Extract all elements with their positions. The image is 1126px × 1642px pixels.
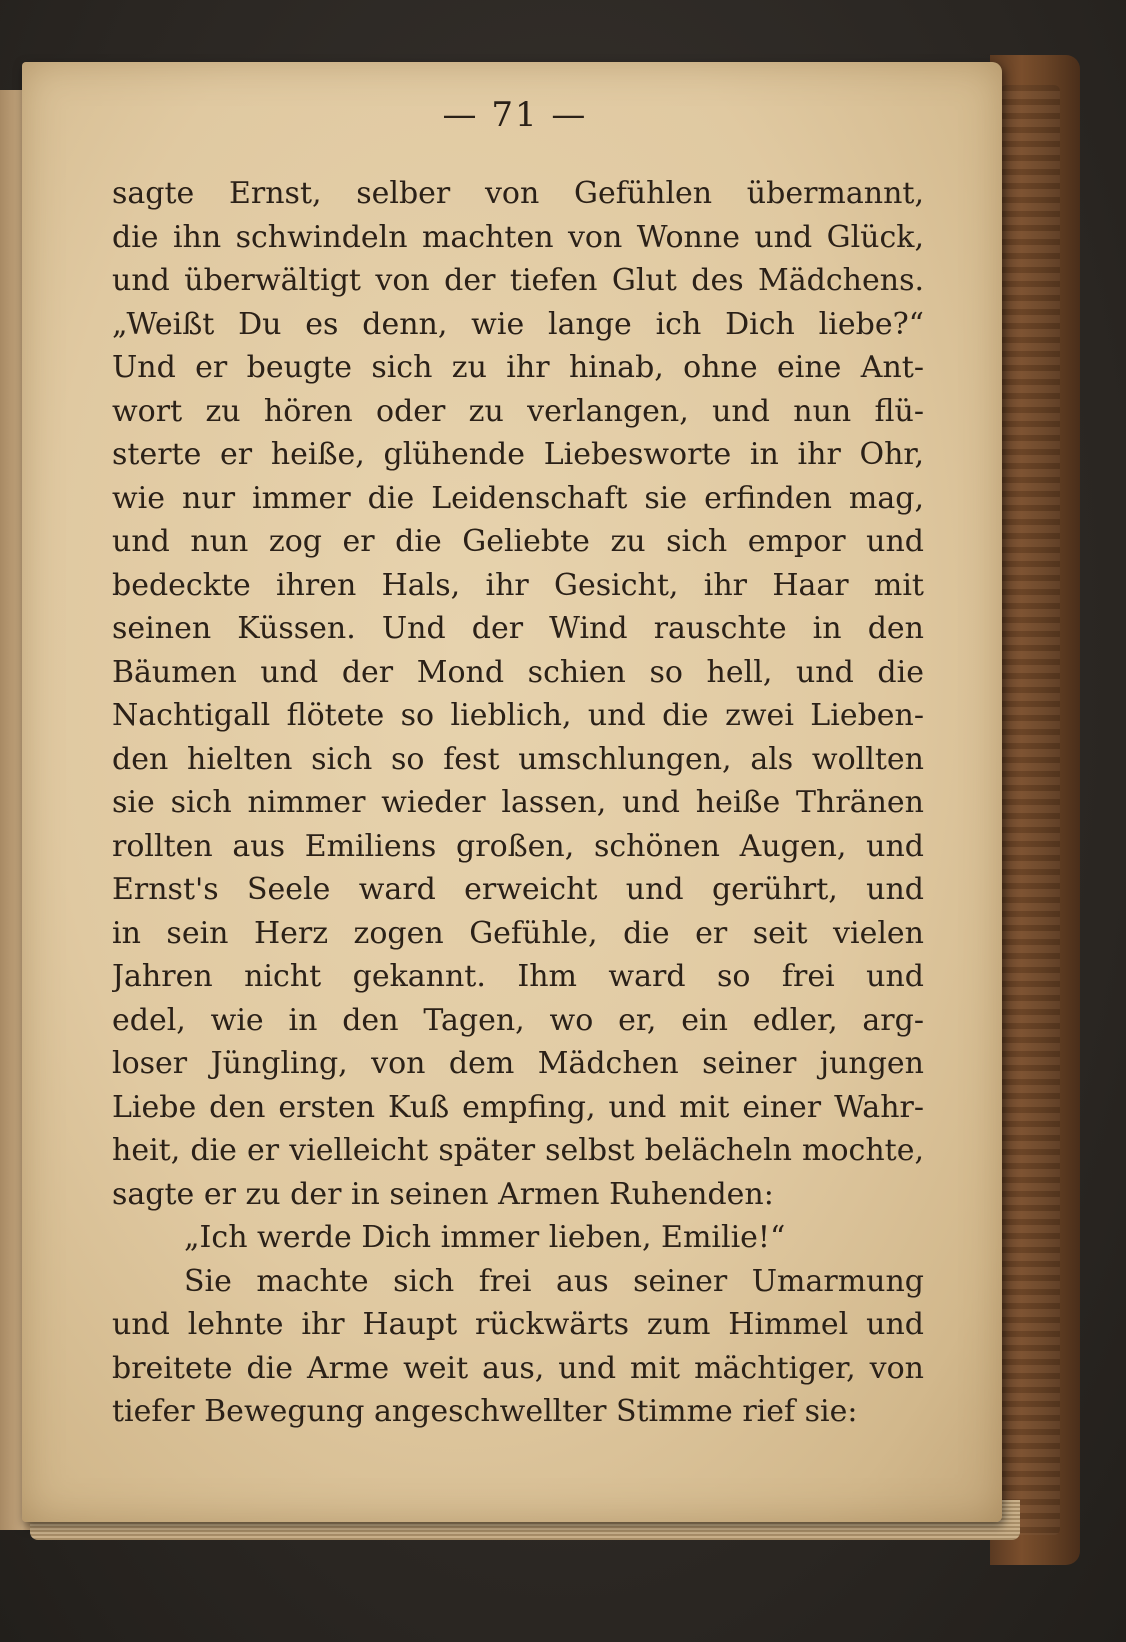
text-line: in sein Herz zogen Gefühle, die er seit vielen (112, 915, 924, 951)
text-line: rollten aus Emiliens großen, schönen Augen, und (112, 828, 924, 864)
text-line: und nun zog er die Geliebte zu sich empor und (112, 524, 924, 559)
text-line: loser Jüngling, von dem Mädchen seiner jungen (112, 1046, 924, 1081)
page-number: — 71 — (442, 95, 588, 135)
text-line: Nachtigall flötete so lieblich, und die zwei Lieben- (112, 698, 924, 733)
text-line: „Ich werde Dich immer lieben, Emilie!“ (184, 1220, 786, 1255)
text-line: sie sich nimmer wieder lassen, und heiße Thränen (112, 785, 924, 820)
text-line: und überwältigt von der tiefen Glut des Mädchens. (112, 263, 924, 298)
text-line: heit, die er vielleicht später selbst belächeln mochte, (112, 1133, 924, 1168)
text-line: breitete die Arme weit aus, und mit mächtiger, von (112, 1350, 924, 1386)
text-line: sagte er zu der in seinen Armen Ruhenden: (112, 1176, 774, 1212)
text-line: und lehnte ihr Haupt rückwärts zum Himmel und (112, 1307, 924, 1342)
text-line: sagte Ernst, selber von Gefühlen übermannt, (112, 176, 924, 211)
text-line: Ernst's Seele ward erweicht und gerührt, und (112, 872, 924, 907)
text-line: edel, wie in den Tagen, wo er, ein edler, arg- (112, 1002, 924, 1038)
text-line: „Weißt Du es denn, wie lange ich Dich liebe?“ (112, 306, 924, 342)
text-line: Sie machte sich frei aus seiner Umarmung (184, 1263, 924, 1299)
text-line: bedeckte ihren Hals, ihr Gesicht, ihr Haar mit (112, 567, 924, 603)
text-line: Jahren nicht gekannt. Ihm ward so frei und (112, 959, 924, 994)
text-line: tiefer Bewegung angeschwellter Stimme rief sie: (112, 1394, 858, 1429)
text-line: wort zu hören oder zu verlangen, und nun flü- (112, 393, 924, 429)
text-line: Bäumen und der Mond schien so hell, und die (112, 654, 924, 690)
text-line: wie nur immer die Leidenschaft sie erfinden mag, (112, 480, 924, 516)
text-line: Und er beugte sich zu ihr hinab, ohne eine Ant- (112, 350, 924, 385)
text-line: seinen Küssen. Und der Wind rauschte in den (112, 611, 924, 646)
text-line: die ihn schwindeln machten von Wonne und Glück, (112, 219, 924, 255)
text-line: sterte er heiße, glühende Liebesworte in ihr Ohr, (112, 437, 924, 472)
book-cover-edge (990, 55, 1080, 1565)
text-line: den hielten sich so fest umschlungen, als wollten (112, 741, 924, 777)
text-line: Liebe den ersten Kuß empfing, und mit einer Wahr- (112, 1089, 924, 1125)
page-text (112, 172, 924, 1434)
